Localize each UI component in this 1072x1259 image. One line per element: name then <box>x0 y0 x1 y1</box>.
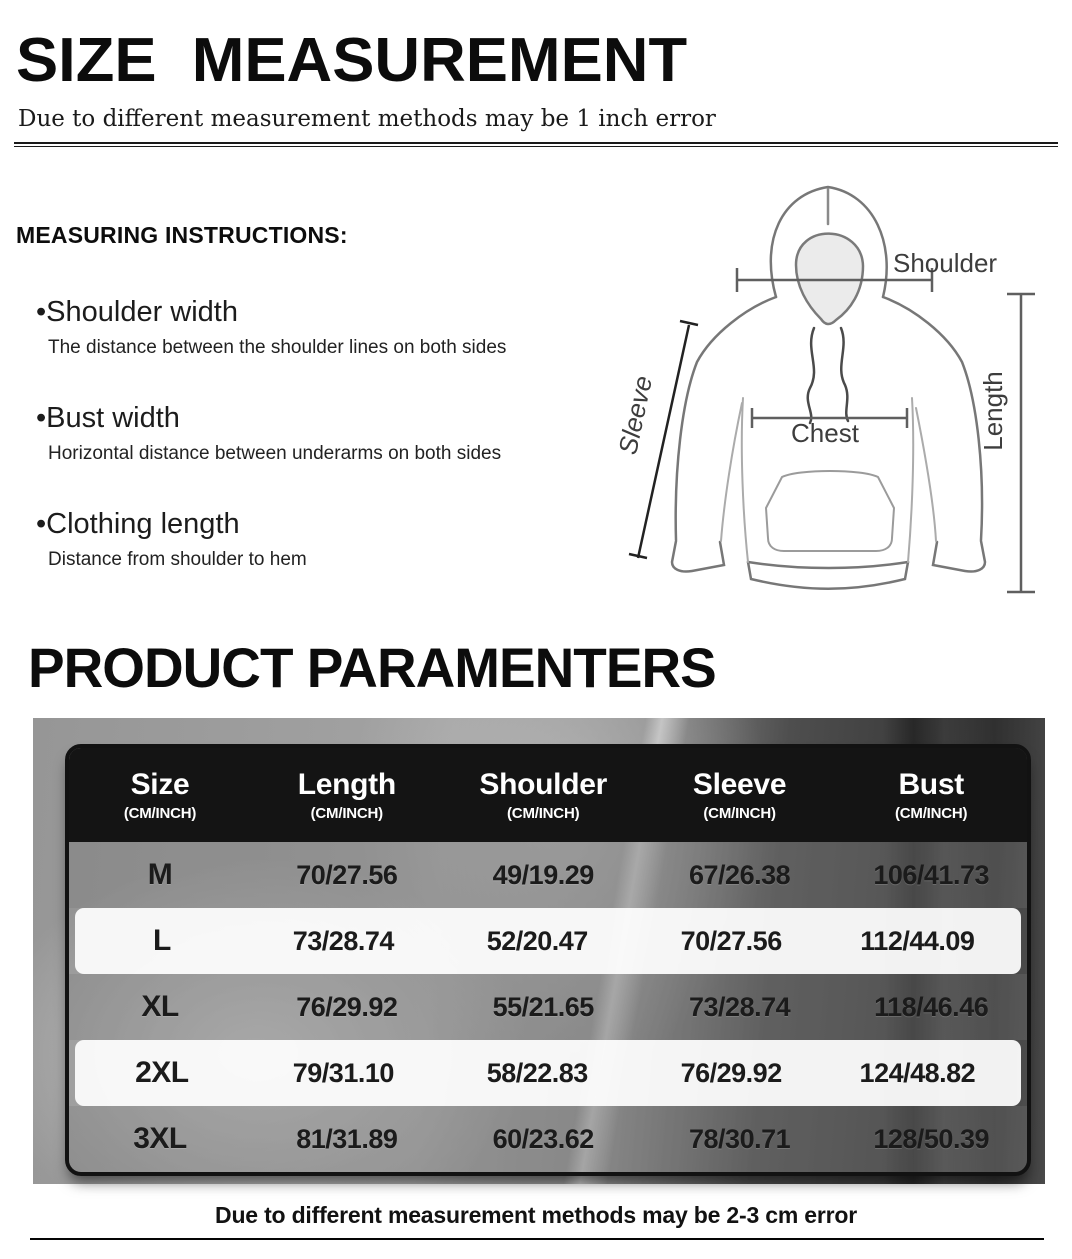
table-row-m <box>69 842 1027 908</box>
diagram-label-length: Length <box>978 371 1008 451</box>
shoulder-cell: 58/22.83 <box>486 1057 588 1088</box>
instruction-term-length: •Clothing length <box>36 508 240 540</box>
instruction-desc-shoulder: The distance between the shoulder lines on both sides <box>48 337 507 358</box>
measurement-error-note: Due to different measurement methods may be 1 inch error <box>18 106 716 132</box>
length-cell: 73/28.74 <box>292 925 394 956</box>
diagram-label-chest: Chest <box>791 418 859 448</box>
bust-cell: 112/44.09 <box>860 925 975 956</box>
hoodie-drawstrings <box>808 328 848 423</box>
size-table <box>65 744 1031 1176</box>
instruction-desc-length: Distance from shoulder to hem <box>48 549 307 570</box>
table-row-l <box>75 908 1021 974</box>
size-cell: 3XL <box>133 1122 187 1155</box>
shoulder-cell: 49/19.29 <box>492 859 594 890</box>
bottom-error-note: Due to different measurement methods may be 2-3 cm error <box>215 1202 857 1228</box>
table-row-xl <box>69 974 1027 1040</box>
shoulder-cell: 52/20.47 <box>486 925 588 956</box>
header-cell-bust: Bust (CM/INCH) <box>894 768 968 822</box>
sleeve-cell: 67/26.38 <box>689 859 791 890</box>
hoodie-measurement-diagram <box>600 170 1072 630</box>
sleeve-cell: 73/28.74 <box>689 991 791 1022</box>
bottom-divider <box>30 1238 1044 1240</box>
table-row-3xl <box>69 1106 1027 1172</box>
table-photo-background <box>33 718 1045 1184</box>
bust-cell: 124/48.82 <box>859 1057 976 1088</box>
size-cell: M <box>147 858 173 891</box>
bust-cell: 106/41.73 <box>873 859 989 890</box>
size-cell: 2XL <box>135 1056 189 1089</box>
sleeve-cell: 78/30.71 <box>689 1123 791 1154</box>
top-divider <box>14 142 1058 147</box>
shoulder-cell: 55/21.65 <box>492 991 594 1022</box>
sleeve-cell: 76/29.92 <box>680 1057 782 1088</box>
table-row-2xl <box>75 1040 1021 1106</box>
instruction-desc-bust: Horizontal distance between underarms on both sides <box>48 443 502 464</box>
table-header-row <box>69 748 1027 842</box>
diagram-label-shoulder: Shoulder <box>893 248 998 278</box>
instruction-term-shoulder: •Shoulder width <box>36 296 238 328</box>
header-cell-shoulder: Shoulder (CM/INCH) <box>479 768 607 822</box>
bust-cell: 128/50.39 <box>873 1123 989 1154</box>
length-cell: 81/31.89 <box>296 1123 398 1154</box>
product-parameters-title: PRODUCT PARAMENTERS <box>28 636 716 699</box>
size-cell: XL <box>141 990 179 1023</box>
page-title: SIZE MEASUREMENT <box>16 26 688 95</box>
sleeve-cell: 70/27.56 <box>680 925 782 956</box>
instructions-heading: MEASURING INSTRUCTIONS: <box>16 222 348 248</box>
length-cell: 70/27.56 <box>296 859 398 890</box>
header-cell-sleeve: Sleeve (CM/INCH) <box>692 768 787 822</box>
instruction-term-bust: •Bust width <box>36 402 180 434</box>
bust-cell: 118/46.46 <box>874 991 989 1022</box>
header-cell-size: Size (CM/INCH) <box>123 768 197 822</box>
diagram-label-sleeve: Sleeve <box>612 373 659 458</box>
shoulder-cell: 60/23.62 <box>492 1123 594 1154</box>
header-cell-length: Length (CM/INCH) <box>297 768 396 822</box>
length-cell: 79/31.10 <box>292 1057 394 1088</box>
size-cell: L <box>152 924 171 957</box>
length-cell: 76/29.92 <box>296 991 398 1022</box>
